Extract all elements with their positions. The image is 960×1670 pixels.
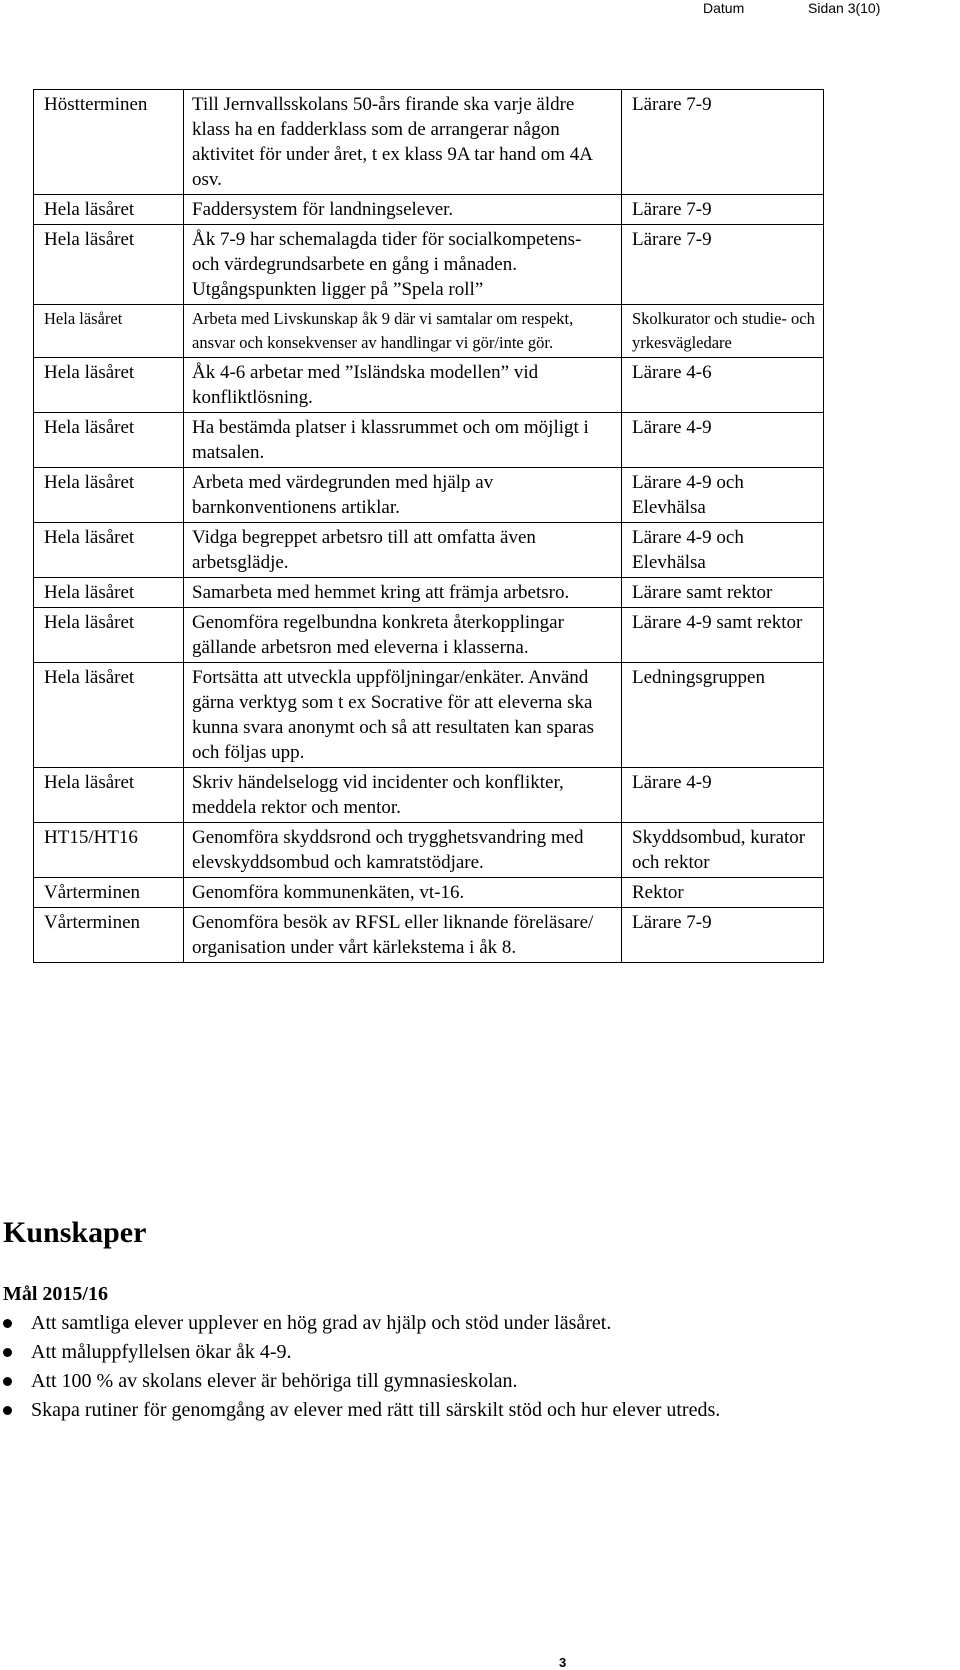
responsible-cell: Lärare 4-9 och Elevhälsa bbox=[622, 523, 824, 578]
bullet-icon bbox=[3, 1406, 12, 1415]
table-row bbox=[34, 195, 824, 225]
table-row bbox=[34, 523, 824, 578]
action-plan-body bbox=[34, 90, 824, 963]
activity-cell: Genomföra skyddsrond och trygghetsvandring med elevskyddsombud och kamratstödjare. bbox=[184, 823, 622, 878]
period-cell: Hela läsåret bbox=[34, 413, 184, 468]
period-cell: HT15/HT16 bbox=[34, 823, 184, 878]
activity-cell: Ha bestämda platser i klassrummet och om möjligt i matsalen. bbox=[184, 413, 622, 468]
activity-cell: Åk 4-6 arbetar med ”Isländska modellen” vid konfliktlösning. bbox=[184, 358, 622, 413]
table-row bbox=[34, 823, 824, 878]
action-plan-table bbox=[33, 89, 824, 963]
period-cell: Vårterminen bbox=[34, 878, 184, 908]
period-cell: Hela läsåret bbox=[34, 305, 184, 358]
table-row bbox=[34, 608, 824, 663]
goal-text: Att samtliga elever upplever en hög grad av hjälp och stöd under läsåret. bbox=[31, 1312, 612, 1334]
table-row bbox=[34, 358, 824, 413]
responsible-cell: Skyddsombud, kurator och rektor bbox=[622, 823, 824, 878]
activity-cell: Skriv händelselogg vid incidenter och konflikter, meddela rektor och mentor. bbox=[184, 768, 622, 823]
period-cell: Hela läsåret bbox=[34, 523, 184, 578]
table-row bbox=[34, 663, 824, 768]
goal-text: Skapa rutiner för genomgång av elever med rätt till särskilt stöd och hur elever utreds. bbox=[31, 1399, 721, 1421]
list-item bbox=[0, 1367, 940, 1396]
activity-cell: Genomföra kommunenkäten, vt-16. bbox=[184, 878, 622, 908]
activity-cell: Faddersystem för landningselever. bbox=[184, 195, 622, 225]
activity-cell: Till Jernvallsskolans 50-års firande ska varje äldre klass ha en fadderklass som de arrangerar någon aktivitet för under året, t ex klass 9A tar hand om 4A osv. bbox=[184, 90, 622, 195]
responsible-cell: Lärare samt rektor bbox=[622, 578, 824, 608]
responsible-cell: Lärare 4-6 bbox=[622, 358, 824, 413]
activity-cell: Åk 7-9 har schemalagda tider för socialkompetens- och värdegrundsarbete en gång i månaden. Utgångspunkten ligger på ”Spela roll” bbox=[184, 225, 622, 305]
section-heading: Kunskaper bbox=[3, 1216, 147, 1249]
bullet-icon bbox=[3, 1319, 12, 1328]
period-cell: Hela läsåret bbox=[34, 768, 184, 823]
activity-cell: Samarbeta med hemmet kring att främja arbetsro. bbox=[184, 578, 622, 608]
responsible-cell: Rektor bbox=[622, 878, 824, 908]
responsible-cell: Lärare 4-9 bbox=[622, 768, 824, 823]
goal-text: Att 100 % av skolans elever är behöriga till gymnasieskolan. bbox=[31, 1370, 518, 1392]
period-cell: Hela läsåret bbox=[34, 468, 184, 523]
period-cell: Hela läsåret bbox=[34, 608, 184, 663]
responsible-cell: Skolkurator och studie- och yrkesvägledare bbox=[622, 305, 824, 358]
header-page-indicator: Sidan 3(10) bbox=[808, 0, 881, 16]
table-row bbox=[34, 468, 824, 523]
period-cell: Hela läsåret bbox=[34, 225, 184, 305]
responsible-cell: Lärare 7-9 bbox=[622, 195, 824, 225]
period-cell: Vårterminen bbox=[34, 908, 184, 963]
activity-cell: Genomföra besök av RFSL eller liknande föreläsare/ organisation under vårt kärlekstema i åk 8. bbox=[184, 908, 622, 963]
table-row bbox=[34, 768, 824, 823]
table-row bbox=[34, 225, 824, 305]
goal-list bbox=[0, 1309, 940, 1425]
table-row bbox=[34, 878, 824, 908]
goal-text: Att måluppfyllelsen ökar åk 4-9. bbox=[31, 1341, 292, 1363]
responsible-cell: Lärare 4-9 samt rektor bbox=[622, 608, 824, 663]
period-cell: Hela läsåret bbox=[34, 358, 184, 413]
responsible-cell: Lärare 7-9 bbox=[622, 225, 824, 305]
header-date-label: Datum bbox=[703, 0, 745, 16]
list-item bbox=[0, 1396, 940, 1425]
responsible-cell: Lärare 4-9 och Elevhälsa bbox=[622, 468, 824, 523]
period-cell: Hela läsåret bbox=[34, 663, 184, 768]
page-number: 3 bbox=[559, 1655, 567, 1670]
activity-cell: Arbeta med värdegrunden med hjälp av barnkonventionens artiklar. bbox=[184, 468, 622, 523]
bullet-icon bbox=[3, 1348, 12, 1357]
activity-cell: Vidga begreppet arbetsro till att omfatta även arbetsglädje. bbox=[184, 523, 622, 578]
table-row bbox=[34, 578, 824, 608]
table-row bbox=[34, 305, 824, 358]
activity-cell: Fortsätta att utveckla uppföljningar/enkäter. Använd gärna verktyg som t ex Socrative för att eleverna ska kunna svara anonymt och så att resultaten kan sparas och följas upp. bbox=[184, 663, 622, 768]
period-cell: Hela läsåret bbox=[34, 195, 184, 225]
responsible-cell: Lärare 7-9 bbox=[622, 90, 824, 195]
table-row bbox=[34, 90, 824, 195]
page-header bbox=[0, 0, 960, 20]
table-row bbox=[34, 413, 824, 468]
responsible-cell: Lärare 4-9 bbox=[622, 413, 824, 468]
list-item bbox=[0, 1309, 940, 1338]
activity-cell: Arbeta med Livskunskap åk 9 där vi samtalar om respekt, ansvar och konsekvenser av handlingar vi gör/inte gör. bbox=[184, 305, 622, 358]
goal-title: Mål 2015/16 bbox=[3, 1283, 108, 1305]
period-cell: Höstterminen bbox=[34, 90, 184, 195]
responsible-cell: Lärare 7-9 bbox=[622, 908, 824, 963]
responsible-cell: Ledningsgruppen bbox=[622, 663, 824, 768]
period-cell: Hela läsåret bbox=[34, 578, 184, 608]
list-item bbox=[0, 1338, 940, 1367]
bullet-icon bbox=[3, 1377, 12, 1386]
activity-cell: Genomföra regelbundna konkreta återkopplingar gällande arbetsron med eleverna i klasserna. bbox=[184, 608, 622, 663]
table-row bbox=[34, 908, 824, 963]
